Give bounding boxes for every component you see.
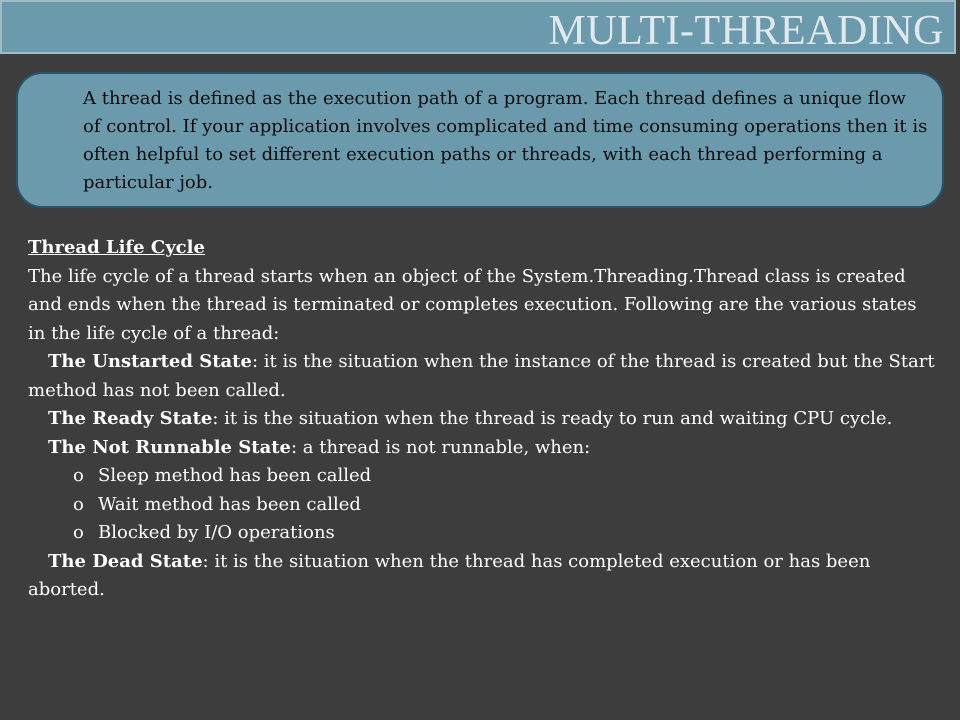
state-name: The Ready State bbox=[48, 408, 213, 429]
sub-marker: o bbox=[73, 465, 84, 486]
sub-item-wait bbox=[28, 491, 938, 520]
intro-callout bbox=[16, 72, 944, 208]
intro-text: A thread is defined as the execution path of a program. Each thread defines a unique flow of control. If your application involves complicated and time consuming operations then it is often helpful to set different execution paths or threads, with each thread performing a particular job. bbox=[83, 88, 928, 193]
sub-item-text: Blocked by I/O operations bbox=[98, 522, 335, 543]
state-description: : a thread is not runnable, when: bbox=[291, 436, 591, 458]
sub-marker: o bbox=[73, 493, 84, 515]
title-bar bbox=[0, 0, 956, 54]
state-description: : it is the situation when the instance of the thread is created but the Start method has not been called. bbox=[28, 351, 935, 401]
state-description: : it is the situation when the thread has completed execution or has been aborted. bbox=[28, 550, 871, 600]
state-item-dead bbox=[28, 548, 938, 605]
section-heading: Thread Life Cycle bbox=[28, 237, 205, 258]
state-item-not-runnable bbox=[28, 434, 938, 463]
section-body: The life cycle of a thread starts when an object of the System.Threading.Thread class is created and ends when the thread is terminated or completes execution. Following are the various states in the life cycle of a thread: bbox=[28, 265, 917, 344]
state-name: The Not Runnable State bbox=[48, 436, 292, 458]
state-item-ready bbox=[28, 405, 938, 434]
state-name: The Dead State bbox=[48, 550, 203, 572]
slide-content bbox=[28, 234, 938, 605]
state-name: The Unstarted State bbox=[48, 351, 252, 372]
sub-item-sleep bbox=[28, 462, 938, 491]
state-item-unstarted bbox=[28, 348, 938, 405]
state-description: : it is the situation when the thread is ready to run and waiting CPU cycle. bbox=[212, 408, 893, 429]
sub-marker: o bbox=[73, 522, 84, 543]
slide-title: MULTI-THREADING bbox=[548, 8, 944, 54]
sub-item-text: Sleep method has been called bbox=[98, 465, 372, 486]
sub-item-blocked bbox=[28, 519, 938, 548]
sub-item-text: Wait method has been called bbox=[98, 493, 361, 515]
